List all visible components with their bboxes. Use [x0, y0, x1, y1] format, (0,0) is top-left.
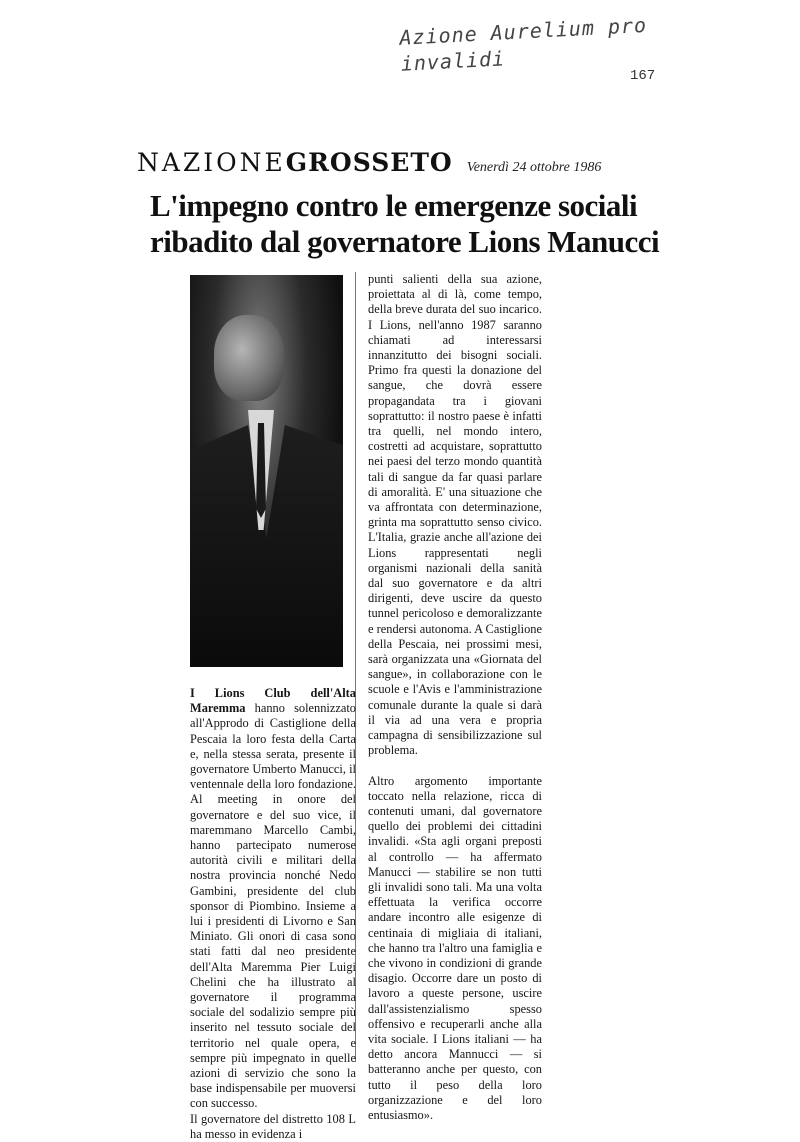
left-paragraph-2: Il governatore del distretto 108 L ha messo in evidenza i: [190, 1111, 356, 1141]
right-paragraph-2: Altro argomento importante toccato nella relazione, ricca di contenuti umani, dal governatore quello dei problemi dei cittadini invalidi. «Sta agli organi preposti al controllo — ha affermato Manucci — stabilire se non tutti gli invalidi sono tali. Ma una volta effettuata la verifica occorre andare incontro alle esigenze di centinaia di migliaia di italiani, che hanno tra l'altro una famiglia e che vivono in condizioni di grande disagio. Occorre dare un posto di lavoro a queste persone, uscire dall'assistenzialismo spesso offensivo e recuperarli anche alla vita sociale. I Lions italiani — ha detto ancora Mannucci — si batteranno anche per questo, con tutto il peso della loro organizzazione e del loro entusiasmo».: [368, 773, 542, 1122]
headline-line-1: L'impegno contro le emergenze sociali: [150, 188, 638, 223]
page-number: 167: [630, 68, 656, 84]
left-paragraph-1: [190, 686, 356, 1112]
masthead-publication: NAZIONE: [137, 148, 286, 177]
masthead: [137, 148, 677, 182]
headline-line-2: ribadito dal governatore Lions Manucci: [150, 224, 660, 259]
masthead-edition: GROSSETO: [285, 148, 453, 177]
article-lead: I Lions Club dell'Alta Maremma: [190, 686, 356, 716]
governor-portrait-photo: [190, 275, 343, 667]
photo-head: [214, 315, 284, 401]
article-right-column: [368, 272, 542, 1123]
left-paragraph-1-text: hanno solennizzato all'Approdo di Castiglione della Pescaia la loro festa della Carta e, nella stessa serata, presente il governatore Umberto Manucci, il ventennale della loro fondazione. Al meeting in onore del governatore e del suo vice, il maremmano Marcello Cambi, hanno partecipato numerose autorità civili e militari della nostra provincia nonché Nedo Gambini, presidente del club sponsor di Piombino. Insieme a lui i presidenti di Livorno e San Miniato. Gli onori di casa sono stati fatti dal neo presidente dell'Alta Maremma Pier Luigi Chelini che ha illustrato al governatore il programma sociale del sodalizio sempre più inserito nel tessuto sociale del territorio nel quale opera, e sempre più impegnato in quelle azioni di servizio che sono la base indispensabile per muoversi con successo.: [190, 701, 356, 1111]
article-headline: [150, 188, 680, 260]
article-left-column: [190, 686, 356, 1142]
handwritten-note: Azione Aurelium pro invalidi: [398, 12, 648, 76]
masthead-name: [137, 148, 453, 177]
right-paragraph-1: punti salienti della sua azione, proiettata al di là, come tempo, della breve durata del suo incarico. I Lions, nell'anno 1987 saranno chiamati ad interessarsi innanzitutto dei bisogni sociali. Primo fra questi la donazione del sangue, che dovrà essere propagandata tra i giovani soprattutto: il nostro paese è infatti tra quelli, nel mondo intero, costretti ad acquistare, soprattutto nei paesi del terzo mondo quantità tali di sangue da far quasi parlare di amoralità. E' una situazione che va affrontata con determinazione, grinta ma soprattutto senso civico. L'Italia, grazie anche all'azione dei Lions rappresentati negli organismi nazionali della sanità dal suo governatore e da altri dirigenti, deve uscire da questo tunnel pericoloso e demoralizzante e rendersi autonoma. A Castiglione della Pescaia, nei prossimi mesi, sarà organizzata una «Giornata del sangue», in collaborazione con le scuole e l'Avis e l'amministrazione comunale durante la quale si darà il via ad una vera e propria campagna di sensibilizzazione sul problema.: [368, 272, 542, 758]
masthead-date: Venerdì 24 ottobre 1986: [466, 160, 602, 175]
